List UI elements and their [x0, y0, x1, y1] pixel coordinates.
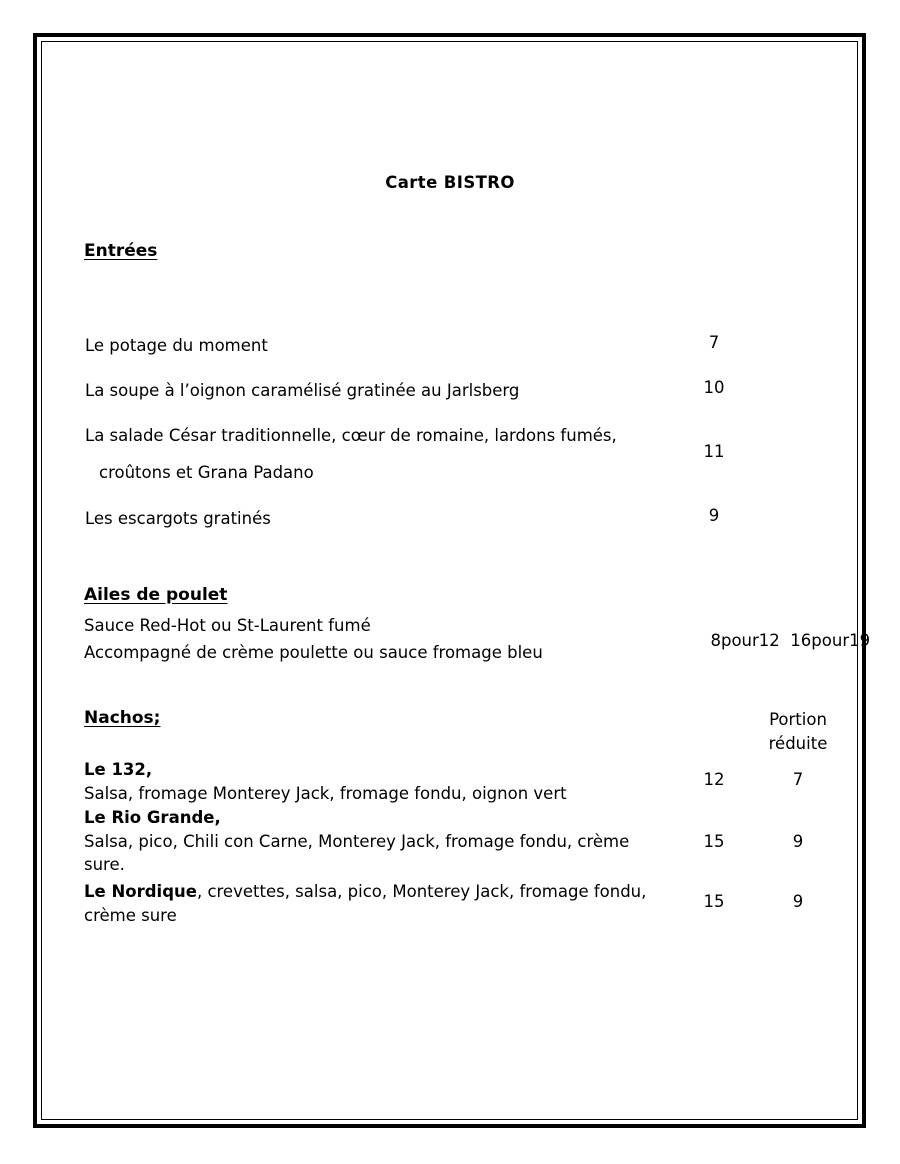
section-heading-entrees: Entrées	[84, 241, 158, 261]
menu-item-name: Les escargots gratinés	[85, 509, 271, 528]
nacho-item-price: 12	[703, 770, 725, 789]
menu-item-name-continuation: croûtons et Grana Padano	[99, 463, 314, 482]
nacho-item-price: 15	[703, 832, 725, 851]
menu-item-name: La soupe à l’oignon caramélisé gratinée au Jarlsberg	[85, 381, 520, 400]
column-header-line2: réduite	[768, 734, 828, 753]
section-heading-ailes-de-poulet: Ailes de poulet	[84, 585, 228, 605]
nacho-item-name: Le 132,	[84, 760, 153, 779]
column-header-portion-reduite	[758, 708, 838, 756]
menu-item-name: La salade César traditionnelle, cœur de romaine, lardons fumés,	[85, 426, 617, 445]
ailes-description	[84, 612, 664, 666]
ailes-description-line2: Accompagné de crème poulette ou sauce fromage bleu	[84, 643, 543, 662]
menu-title: Carte BISTRO	[385, 173, 515, 192]
nacho-item-price-reduced: 7	[792, 770, 804, 789]
nacho-item-price-reduced: 9	[792, 832, 804, 851]
nacho-item-name: Le Rio Grande,	[84, 808, 221, 827]
menu-item-price: 10	[703, 378, 725, 397]
ailes-price-small: 8pour12	[710, 631, 780, 650]
nacho-item-name: Le Nordique	[84, 882, 197, 901]
section-heading-nachos: Nachos;	[84, 708, 161, 728]
menu-item-price: 9	[708, 506, 720, 525]
nacho-item	[84, 758, 664, 805]
menu-item-price: 7	[708, 333, 720, 352]
ailes-description-line1: Sauce Red-Hot ou St-Laurent fumé	[84, 616, 371, 635]
nacho-item-price: 15	[703, 892, 725, 911]
menu-item-price: 11	[703, 442, 725, 461]
nacho-item	[84, 806, 664, 877]
ailes-price-large: 16pour19	[790, 631, 871, 650]
menu-item-name: Le potage du moment	[85, 336, 268, 355]
nacho-item-description: Salsa, fromage Monterey Jack, fromage fondu, oignon vert	[84, 783, 567, 803]
nacho-item-description: Salsa, pico, Chili con Carne, Monterey Jack, fromage fondu, crème sure.	[84, 831, 630, 874]
nacho-item-description: , crevettes, salsa, pico, Monterey Jack, fromage fondu, crème sure	[84, 882, 647, 925]
nacho-item-price-reduced: 9	[792, 892, 804, 911]
column-header-line1: Portion	[769, 710, 827, 729]
nacho-item	[84, 880, 664, 927]
ailes-prices	[679, 612, 870, 669]
